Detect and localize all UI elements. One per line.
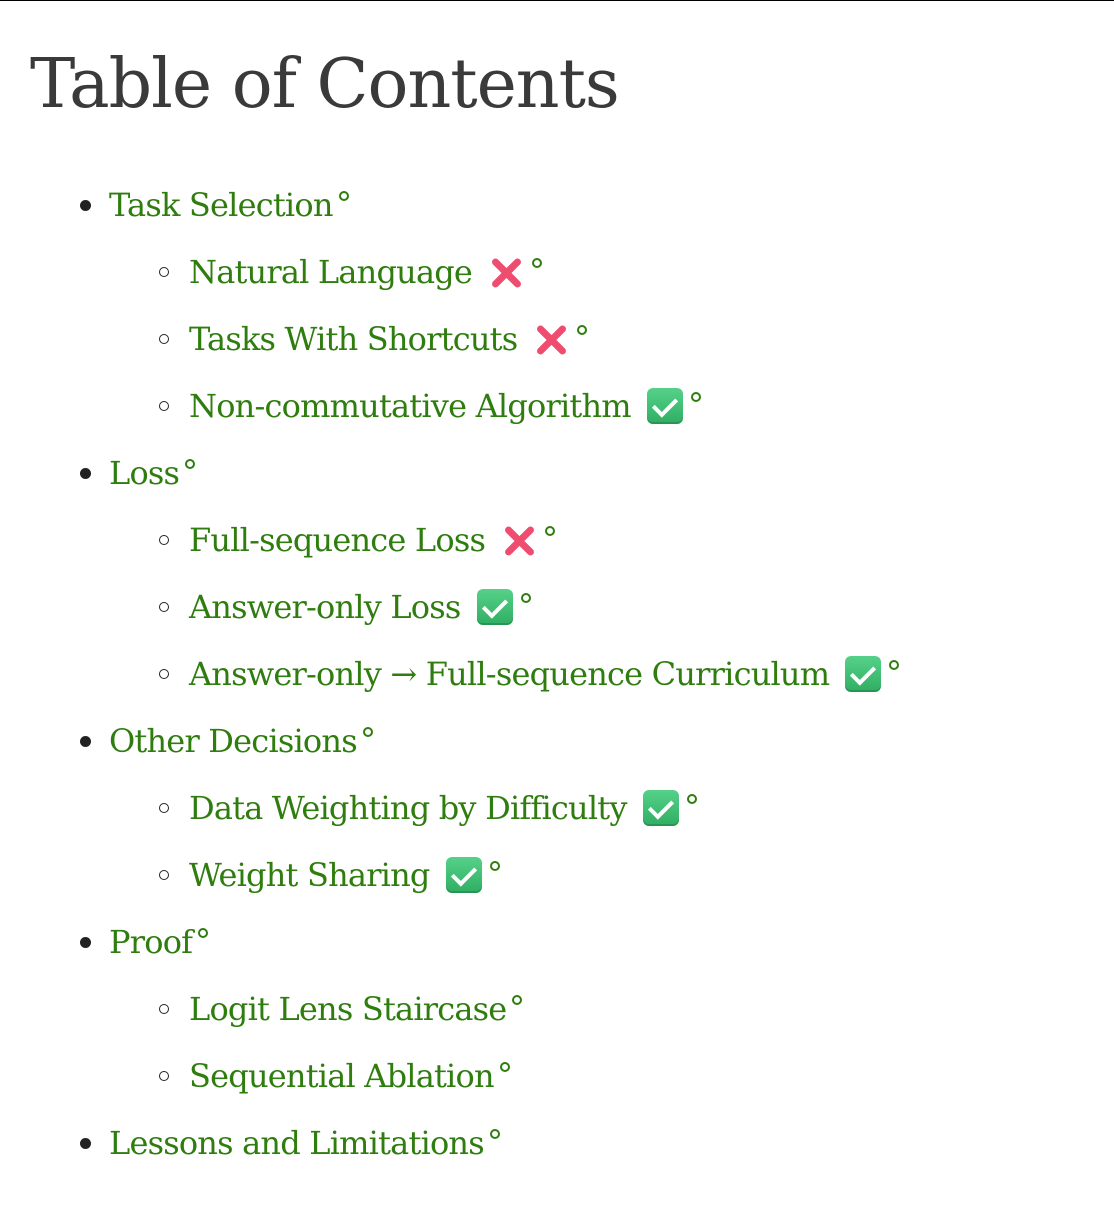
anchor-icon xyxy=(687,794,697,804)
bullet-icon xyxy=(80,937,91,948)
anchor-icon xyxy=(500,1062,510,1072)
anchor-icon xyxy=(185,459,195,469)
anchor-icon xyxy=(532,258,542,268)
toc-link-answer-only-loss[interactable]: Answer-only Loss xyxy=(189,585,531,629)
toc-link-task-selection[interactable]: Task Selection xyxy=(109,183,349,227)
hollow-bullet-icon xyxy=(159,803,169,813)
anchor-icon xyxy=(490,861,500,871)
hollow-bullet-icon xyxy=(159,401,169,411)
toc-link-answer-only-curriculum[interactable]: Answer-only → Full-sequence Curriculum xyxy=(189,652,899,696)
cross-mark-icon xyxy=(501,522,537,558)
toc-link-sequential-ablation[interactable]: Sequential Ablation xyxy=(189,1054,510,1098)
anchor-icon xyxy=(521,593,531,603)
bullet-icon xyxy=(80,468,91,479)
cross-mark-icon xyxy=(533,321,569,357)
toc-link-weight-sharing[interactable]: Weight Sharing xyxy=(189,853,500,897)
anchor-icon xyxy=(889,660,899,670)
toc-link-natural-language[interactable]: Natural Language xyxy=(189,250,542,294)
hollow-bullet-icon xyxy=(159,602,169,612)
bullet-icon xyxy=(80,1138,91,1149)
toc-link-non-commutative-algorithm[interactable]: Non-commutative Algorithm xyxy=(189,384,701,428)
toc-link-proof[interactable]: Proof xyxy=(109,920,208,964)
toc-link-full-sequence-loss[interactable]: Full-sequence Loss xyxy=(189,518,555,562)
bullet-icon xyxy=(80,736,91,747)
check-mark-icon xyxy=(647,388,683,424)
anchor-icon xyxy=(691,392,701,402)
check-mark-icon xyxy=(845,656,881,692)
hollow-bullet-icon xyxy=(159,1071,169,1081)
cross-mark-icon xyxy=(488,254,524,290)
check-mark-icon xyxy=(643,790,679,826)
toc-link-loss[interactable]: Loss xyxy=(109,451,195,495)
anchor-icon xyxy=(577,325,587,335)
bullet-icon xyxy=(80,200,91,211)
hollow-bullet-icon xyxy=(159,1004,169,1014)
hollow-bullet-icon xyxy=(159,334,169,344)
anchor-icon xyxy=(512,995,522,1005)
anchor-icon xyxy=(198,928,208,938)
toc-link-lessons-and-limitations[interactable]: Lessons and Limitations xyxy=(109,1121,500,1165)
anchor-icon xyxy=(545,526,555,536)
toc-link-logit-lens-staircase[interactable]: Logit Lens Staircase xyxy=(189,987,522,1031)
toc-link-other-decisions[interactable]: Other Decisions xyxy=(109,719,373,763)
toc-link-data-weighting[interactable]: Data Weighting by Difficulty xyxy=(189,786,697,830)
hollow-bullet-icon xyxy=(159,870,169,880)
check-mark-icon xyxy=(446,857,482,893)
toc-link-tasks-with-shortcuts[interactable]: Tasks With Shortcuts xyxy=(189,317,587,361)
page-title: Table of Contents xyxy=(30,45,619,124)
anchor-icon xyxy=(363,727,373,737)
hollow-bullet-icon xyxy=(159,535,169,545)
hollow-bullet-icon xyxy=(159,669,169,679)
anchor-icon xyxy=(339,191,349,201)
anchor-icon xyxy=(490,1129,500,1139)
check-mark-icon xyxy=(477,589,513,625)
hollow-bullet-icon xyxy=(159,267,169,277)
